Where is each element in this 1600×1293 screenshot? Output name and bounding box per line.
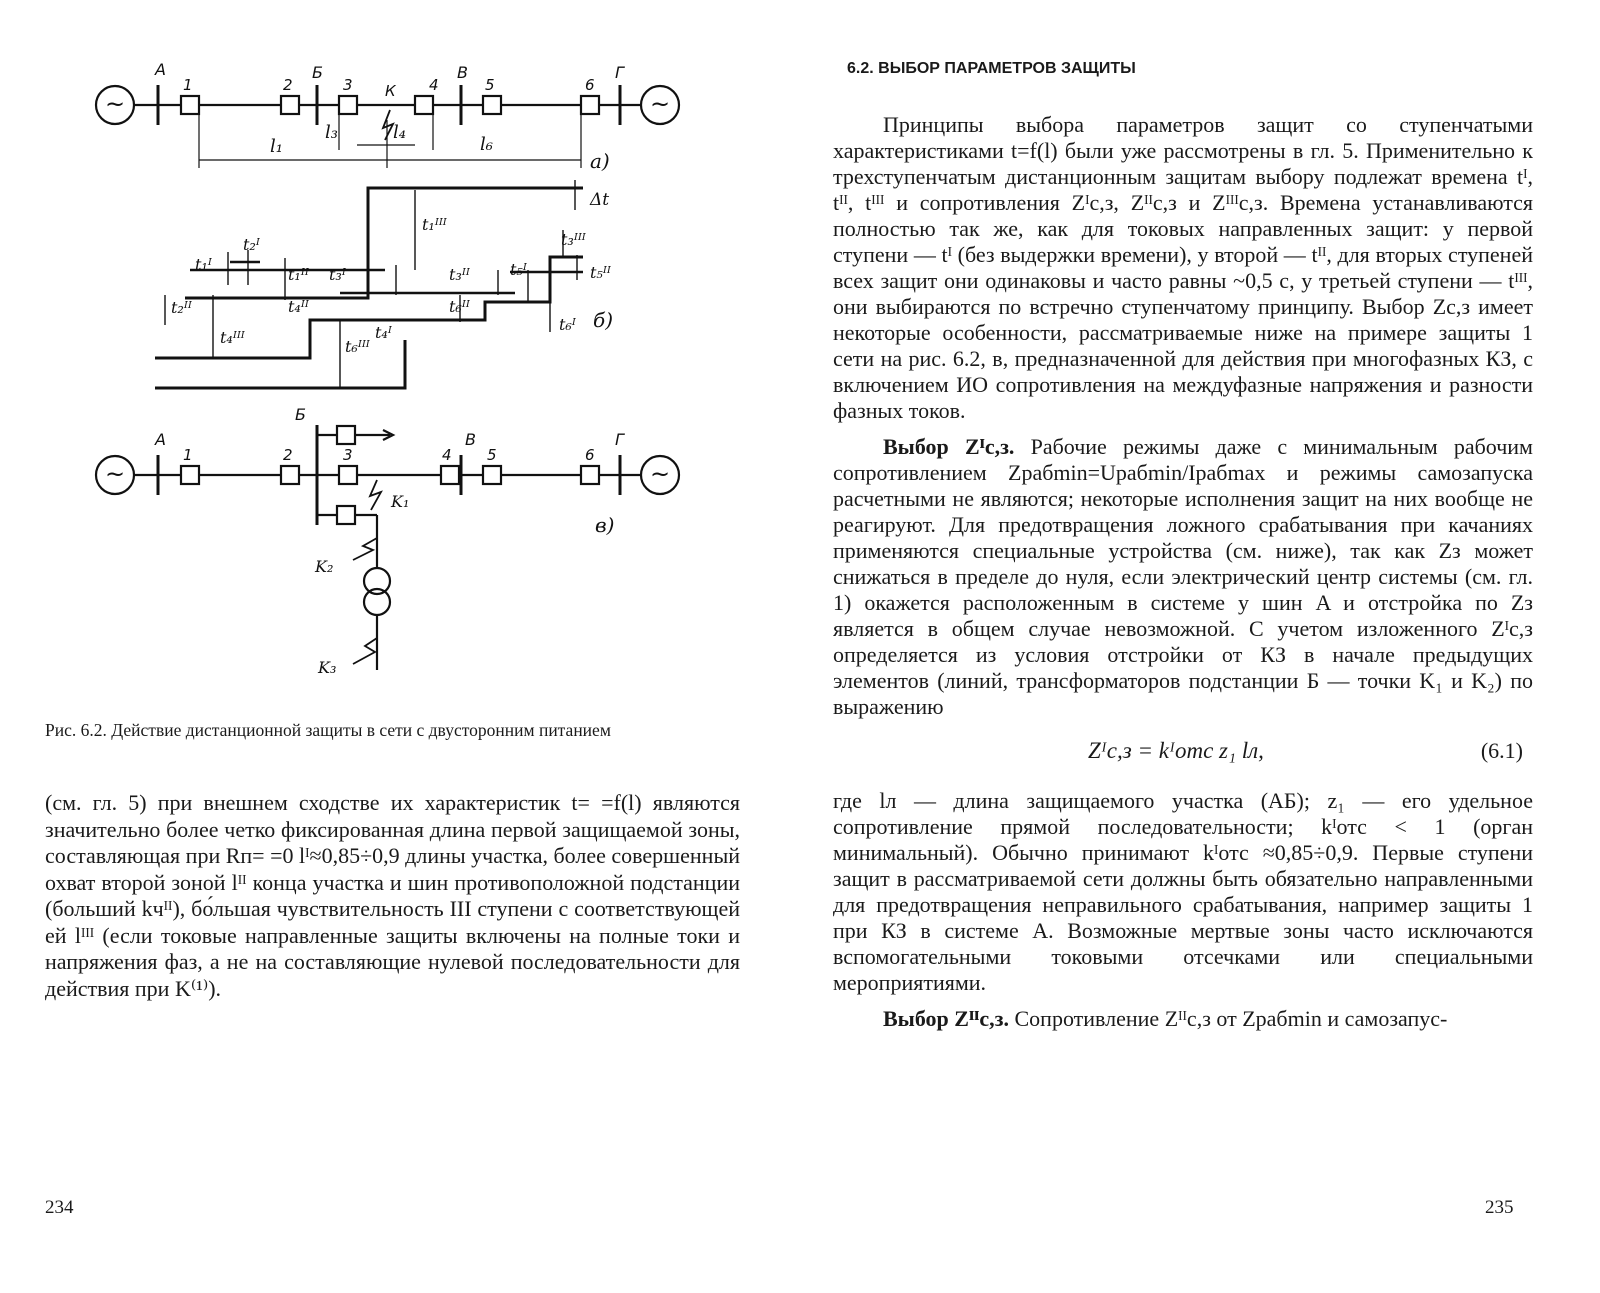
label-n1-v: 1 xyxy=(183,446,193,464)
label-t2-II: t₂ᴵᴵ xyxy=(171,298,192,317)
label-t5-I: t₅ᴵ xyxy=(510,260,527,279)
gen-symbol: ~ xyxy=(104,460,126,488)
equation-number: (6.1) xyxy=(1480,738,1523,763)
breaker-v-5 xyxy=(483,466,501,484)
diagram-b xyxy=(155,188,583,388)
breaker-v-1 xyxy=(181,466,199,484)
gen-symbol: ~ xyxy=(649,460,671,488)
label-t6-II: t₆ᴵᴵ xyxy=(449,297,470,316)
formula-6-1: Zᴵс,з = kᴵотс z₁ lл, xyxy=(1088,738,1264,763)
paragraph-2 xyxy=(833,434,1533,720)
label-sub-b: б) xyxy=(593,308,614,332)
label-t6-III: t₆ᴵᴵᴵ xyxy=(345,337,370,356)
label-sub-v: в) xyxy=(595,513,615,537)
label-n1: 1 xyxy=(183,76,193,94)
label-t4-III: t₄ᴵᴵᴵ xyxy=(220,328,245,347)
label-n2-v: 2 xyxy=(283,446,293,464)
label-bus-a-v: А xyxy=(155,430,166,449)
label-n6-v: 6 xyxy=(585,446,595,464)
label-n3-v: 3 xyxy=(343,446,353,464)
label-t3-III: t₃ᴵᴵᴵ xyxy=(561,230,586,249)
paragraph-2-text: Рабочие режимы даже с минимальным рабочим сопротивлением Zрабmin=Uрабmin/Iрабmax и режимы самозапуска расчетными не являются; некоторые исполнения защит на них вообще не реагируют. Для предотвращения ложного срабатывания при качаниях применяются специальные устройства (см. ниже), так как Zз может снижаться в пределе до нуля, если электрический центр системы (см. гл. 1) окажется расположенным в системе у шин A и отстройка по Zз является в общем случае невозможной. С учетом изложенного Zᴵс,з определяется из условия отстройки от КЗ в начале предыдущих элементов (линий, трансформаторов подстанции Б — точки K₁ и K₂) по выражению xyxy=(833,434,1533,719)
label-l1: l₁ xyxy=(270,136,283,157)
label-t1-III: t₁ᴵᴵᴵ xyxy=(422,215,447,234)
runin-heading-2: Выбор Zᴵᴵс,з. xyxy=(883,1006,1009,1031)
figure-caption: Рис. 6.2. Действие дистанционной защиты в сети с двусторонним питанием xyxy=(45,720,611,740)
figure-svg xyxy=(85,40,765,700)
label-t1-I: t₁ᴵ xyxy=(195,255,212,274)
label-t2-I: t₂ᴵ xyxy=(243,235,260,254)
label-bus-b-v: Б xyxy=(295,405,306,424)
label-n3: 3 xyxy=(343,76,353,94)
label-t4-I: t₄ᴵ xyxy=(375,323,392,342)
label-n5-v: 5 xyxy=(487,446,497,464)
label-n4: 4 xyxy=(429,76,439,94)
label-k3: K₃ xyxy=(318,658,337,677)
label-point-k: К xyxy=(385,82,396,100)
label-dt: Δt xyxy=(590,190,610,210)
right-page xyxy=(800,0,1600,1293)
breaker-v-6 xyxy=(581,466,599,484)
breaker-v-4 xyxy=(441,466,459,484)
label-t4-II: t₄ᴵᴵ xyxy=(288,297,309,316)
label-t6-I: t₆ᴵ xyxy=(559,315,576,334)
formula-row xyxy=(833,730,1533,780)
gen-symbol: ~ xyxy=(649,90,671,118)
breaker-1 xyxy=(181,96,199,114)
breaker-4 xyxy=(415,96,433,114)
label-bus-a: А xyxy=(155,60,166,79)
paragraph-4 xyxy=(833,1006,1533,1032)
breaker-6 xyxy=(581,96,599,114)
label-t3-II: t₃ᴵᴵ xyxy=(449,265,470,284)
paragraph-3: где lл — длина защищаемого участка (АБ); z₁ — его удельное сопротивление прямой последовательности; kᴵотс < 1 (орган минимальный). Обычно принимают kᴵотс ≈0,85÷0,9. Первые ступени защит в рассматриваемой сети должны быть обязательно направленными для предотвращения неправильного срабатывания, например защиты 1 при КЗ в системе A. Возможные мертвые зоны часто исключаются вспомогательными токовыми отсечками или специальными мероприятиями. xyxy=(833,788,1533,995)
label-l4: l₄ xyxy=(393,122,406,143)
label-n2: 2 xyxy=(283,76,293,94)
gen-symbol: ~ xyxy=(104,90,126,118)
label-bus-g-v: Г xyxy=(615,430,624,449)
label-t5-II: t₅ᴵᴵ xyxy=(590,263,611,282)
page-number-right: 235 xyxy=(1485,1197,1514,1218)
runin-heading-1: Выбор Zᴵс,з. xyxy=(883,434,1015,459)
label-bus-v: В xyxy=(457,63,468,82)
breaker-3 xyxy=(339,96,357,114)
label-k2: K₂ xyxy=(315,557,334,576)
label-l3: l₃ xyxy=(325,122,338,143)
breaker-v-3 xyxy=(339,466,357,484)
label-t1-II: t₁ᴵᴵ xyxy=(288,265,309,284)
paragraph-1: Принципы выбора параметров защит со ступенчатыми характеристиками t=f(l) были уже рассмотрены в гл. 5. Применительно к трехступенчатым дистанционным защитам выбору подлежат времена tᴵ, tᴵᴵ, tᴵᴵᴵ и сопротивления Zᴵс,з, Zᴵᴵс,з и Zᴵᴵᴵс,з. Времена устанавливаются полностью так же, как для токовых направленных защит: у первой ступени — tᴵ (без выдержки времени), у второй — tᴵᴵ, для вторых ступеней всех защит они одинаковы и часто равны ~0,5 с, у третьей ступени — tᴵᴵᴵ, они выбираются по встречно ступенчатому принципу. Выбор Zс,з имеет некоторые особенности, рассматриваемые ниже на примере защиты 1 сети на рис. 6.2, в, предназначенной для действия при многофазных КЗ, с включением ИО сопротивления на междуфазные напряжения и разности фазных токов. xyxy=(833,112,1533,423)
label-k1: K₁ xyxy=(391,492,410,511)
paragraph-4-text: Сопротивление Zᴵᴵс,з от Zрабmin и самозапус- xyxy=(1009,1006,1448,1031)
label-n5: 5 xyxy=(485,76,495,94)
label-bus-b: Б xyxy=(312,63,323,82)
figure-6-2 xyxy=(85,40,765,700)
label-sub-a: а) xyxy=(590,149,610,173)
label-t3-I: t₃ᴵ xyxy=(329,265,346,284)
label-l6: l₆ xyxy=(480,134,493,155)
label-bus-g: Г xyxy=(615,63,624,82)
left-paragraph: (см. гл. 5) при внешнем сходстве их характеристик t= =f(l) являются значительно более четко фиксированная длина первой защищаемой зоны, составляющая при Rп= =0 lᴵ≈0,85÷0,9 длины участка, более совершенный охват второй зоной lᴵᴵ конца участка и шин противоположной подстанции (больший kчᴵᴵ), бо́льшая чувствительность III ступени с соответствующей ей lᴵᴵᴵ (если токовые направленные защиты включены на полные токи и напряжения фаз, а не на составляющие нулевой последовательности для действия при K⁽¹⁾). xyxy=(45,790,740,1001)
breaker-v-2 xyxy=(281,466,299,484)
page-number-left: 234 xyxy=(45,1197,74,1218)
left-body-text xyxy=(45,790,740,1002)
label-bus-v-v: В xyxy=(465,430,476,449)
label-n4-v: 4 xyxy=(442,446,452,464)
breaker-2 xyxy=(281,96,299,114)
right-body-text xyxy=(833,112,1533,1032)
breaker-5 xyxy=(483,96,501,114)
section-heading: 6.2. ВЫБОР ПАРАМЕТРОВ ЗАЩИТЫ xyxy=(847,60,1136,77)
label-n6: 6 xyxy=(585,76,595,94)
